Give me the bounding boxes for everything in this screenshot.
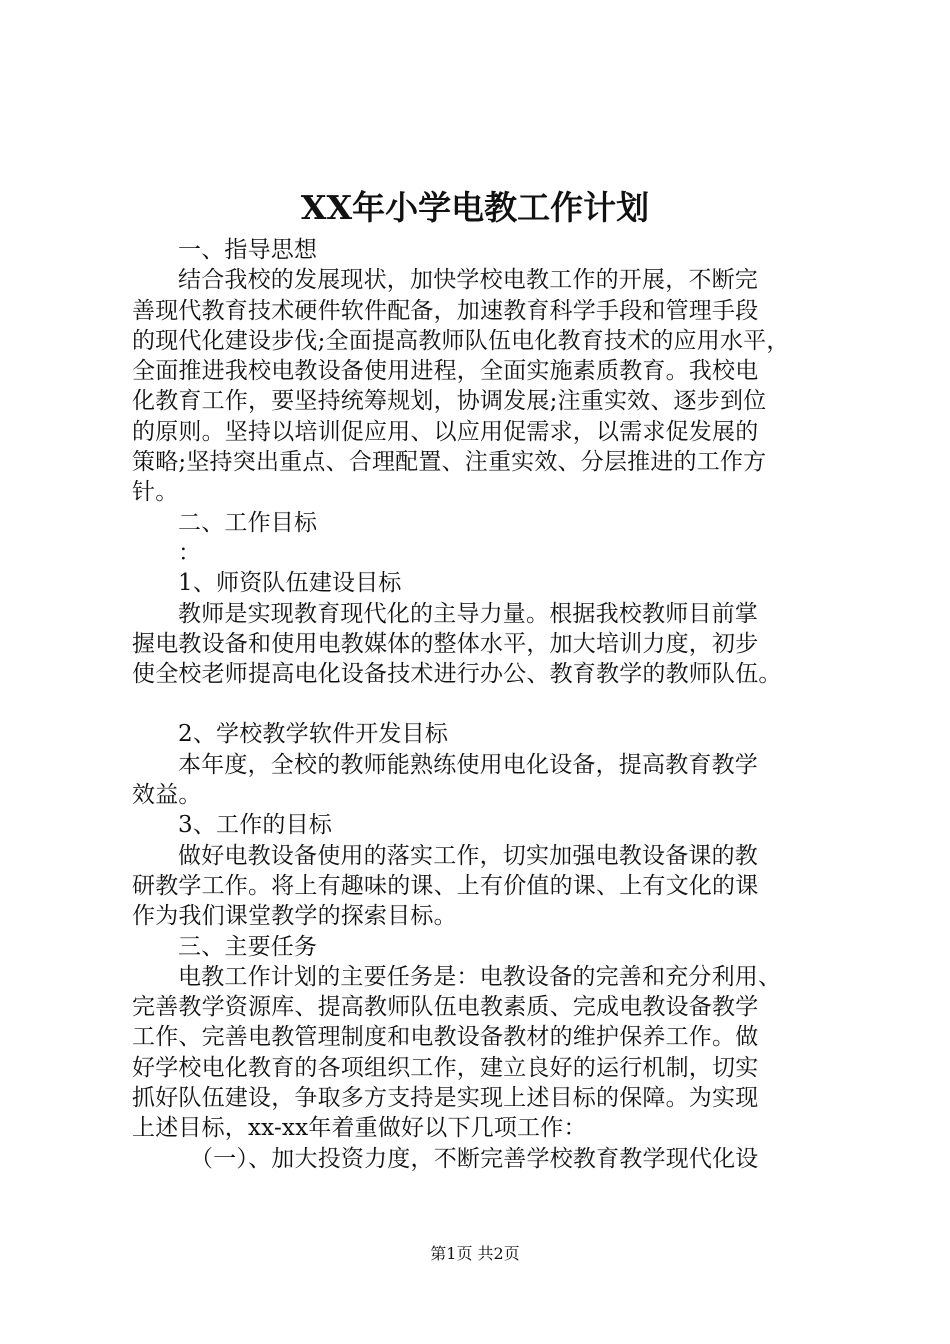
subheading-investment: （一）、加大投资力度，不断完善学校教育教学现代化设 xyxy=(190,1145,759,1172)
paragraph-line: 工作、完善电教管理制度和电教设备教材的维护保养工作。做 xyxy=(132,1024,759,1051)
paragraph-line: 结合我校的发展现状，加快学校电教工作的开展，不断完 xyxy=(178,267,758,294)
paragraph-line: 策略;坚持突出重点、合理配置、注重实效、分层推进的工作方 xyxy=(132,449,767,476)
colon-line: ： xyxy=(178,539,202,566)
paragraph-line: 上述目标，xx-xx年着重做好以下几项工作： xyxy=(132,1115,587,1142)
subheading-software-development: 2、学校教学软件开发目标 xyxy=(178,721,449,748)
paragraph-line: 作为我们课堂教学的探索目标。 xyxy=(132,903,457,930)
paragraph-line: 的现代化建设步伐;全面提高教师队伍电化教育技术的应用水平， xyxy=(132,327,790,354)
section-heading-main-tasks: 三、主要任务 xyxy=(178,933,318,960)
paragraph-line: 全面推进我校电教设备使用进程，全面实施素质教育。我校电 xyxy=(132,358,759,385)
page-number-footer: 第1页 共2页 xyxy=(430,1244,520,1263)
paragraph-line: 完善教学资源库、提高教师队伍电教素质、完成电教设备教学 xyxy=(132,994,759,1021)
paragraph-line: 好学校电化教育的各项组织工作，建立良好的运行机制，切实 xyxy=(132,1054,759,1081)
subheading-work-goal: 3、工作的目标 xyxy=(178,812,333,839)
paragraph-line: 握电教设备和使用电教媒体的整体水平，加大培训力度，初步 xyxy=(132,630,759,657)
paragraph-line: 研教学工作。将上有趣味的课、上有价值的课、上有文化的课 xyxy=(132,872,759,899)
paragraph-line: 针。 xyxy=(132,479,179,506)
paragraph-line: 教师是实现教育现代化的主导力量。根据我校教师目前掌 xyxy=(178,600,758,627)
document-body xyxy=(132,235,832,1174)
paragraph-line: 化教育工作，要坚持统筹规划，协调发展;注重实效、逐步到位 xyxy=(132,388,767,415)
section-heading-guiding-thought: 一、指导思想 xyxy=(178,237,318,263)
section-heading-work-goals: 二、工作目标 xyxy=(178,509,318,536)
paragraph-line: 电教工作计划的主要任务是：电教设备的完善和充分利用、 xyxy=(178,963,782,990)
paragraph-line: 使全校老师提高电化设备技术进行办公、教育教学的教师队伍。 xyxy=(132,661,782,688)
paragraph-line: 抓好队伍建设，争取多方支持是实现上述目标的保障。为实现 xyxy=(132,1085,759,1112)
paragraph-line: 的原则。坚持以培训促应用、以应用促需求，以需求促发展的 xyxy=(132,418,759,445)
paragraph-line: 做好电教设备使用的落实工作，切实加强电教设备课的教 xyxy=(178,842,758,869)
paragraph-gap xyxy=(132,689,832,719)
paragraph-line: 本年度，全校的教师能熟练使用电化设备，提高教育教学 xyxy=(178,751,758,778)
paragraph-line: 善现代教育技术硬件软件配备，加速教育科学手段和管理手段 xyxy=(132,297,759,324)
document-title: XX年小学电教工作计划 xyxy=(300,188,650,227)
subheading-teacher-team: 1、师资队伍建设目标 xyxy=(178,570,402,597)
paragraph-line: 效益。 xyxy=(132,782,202,809)
